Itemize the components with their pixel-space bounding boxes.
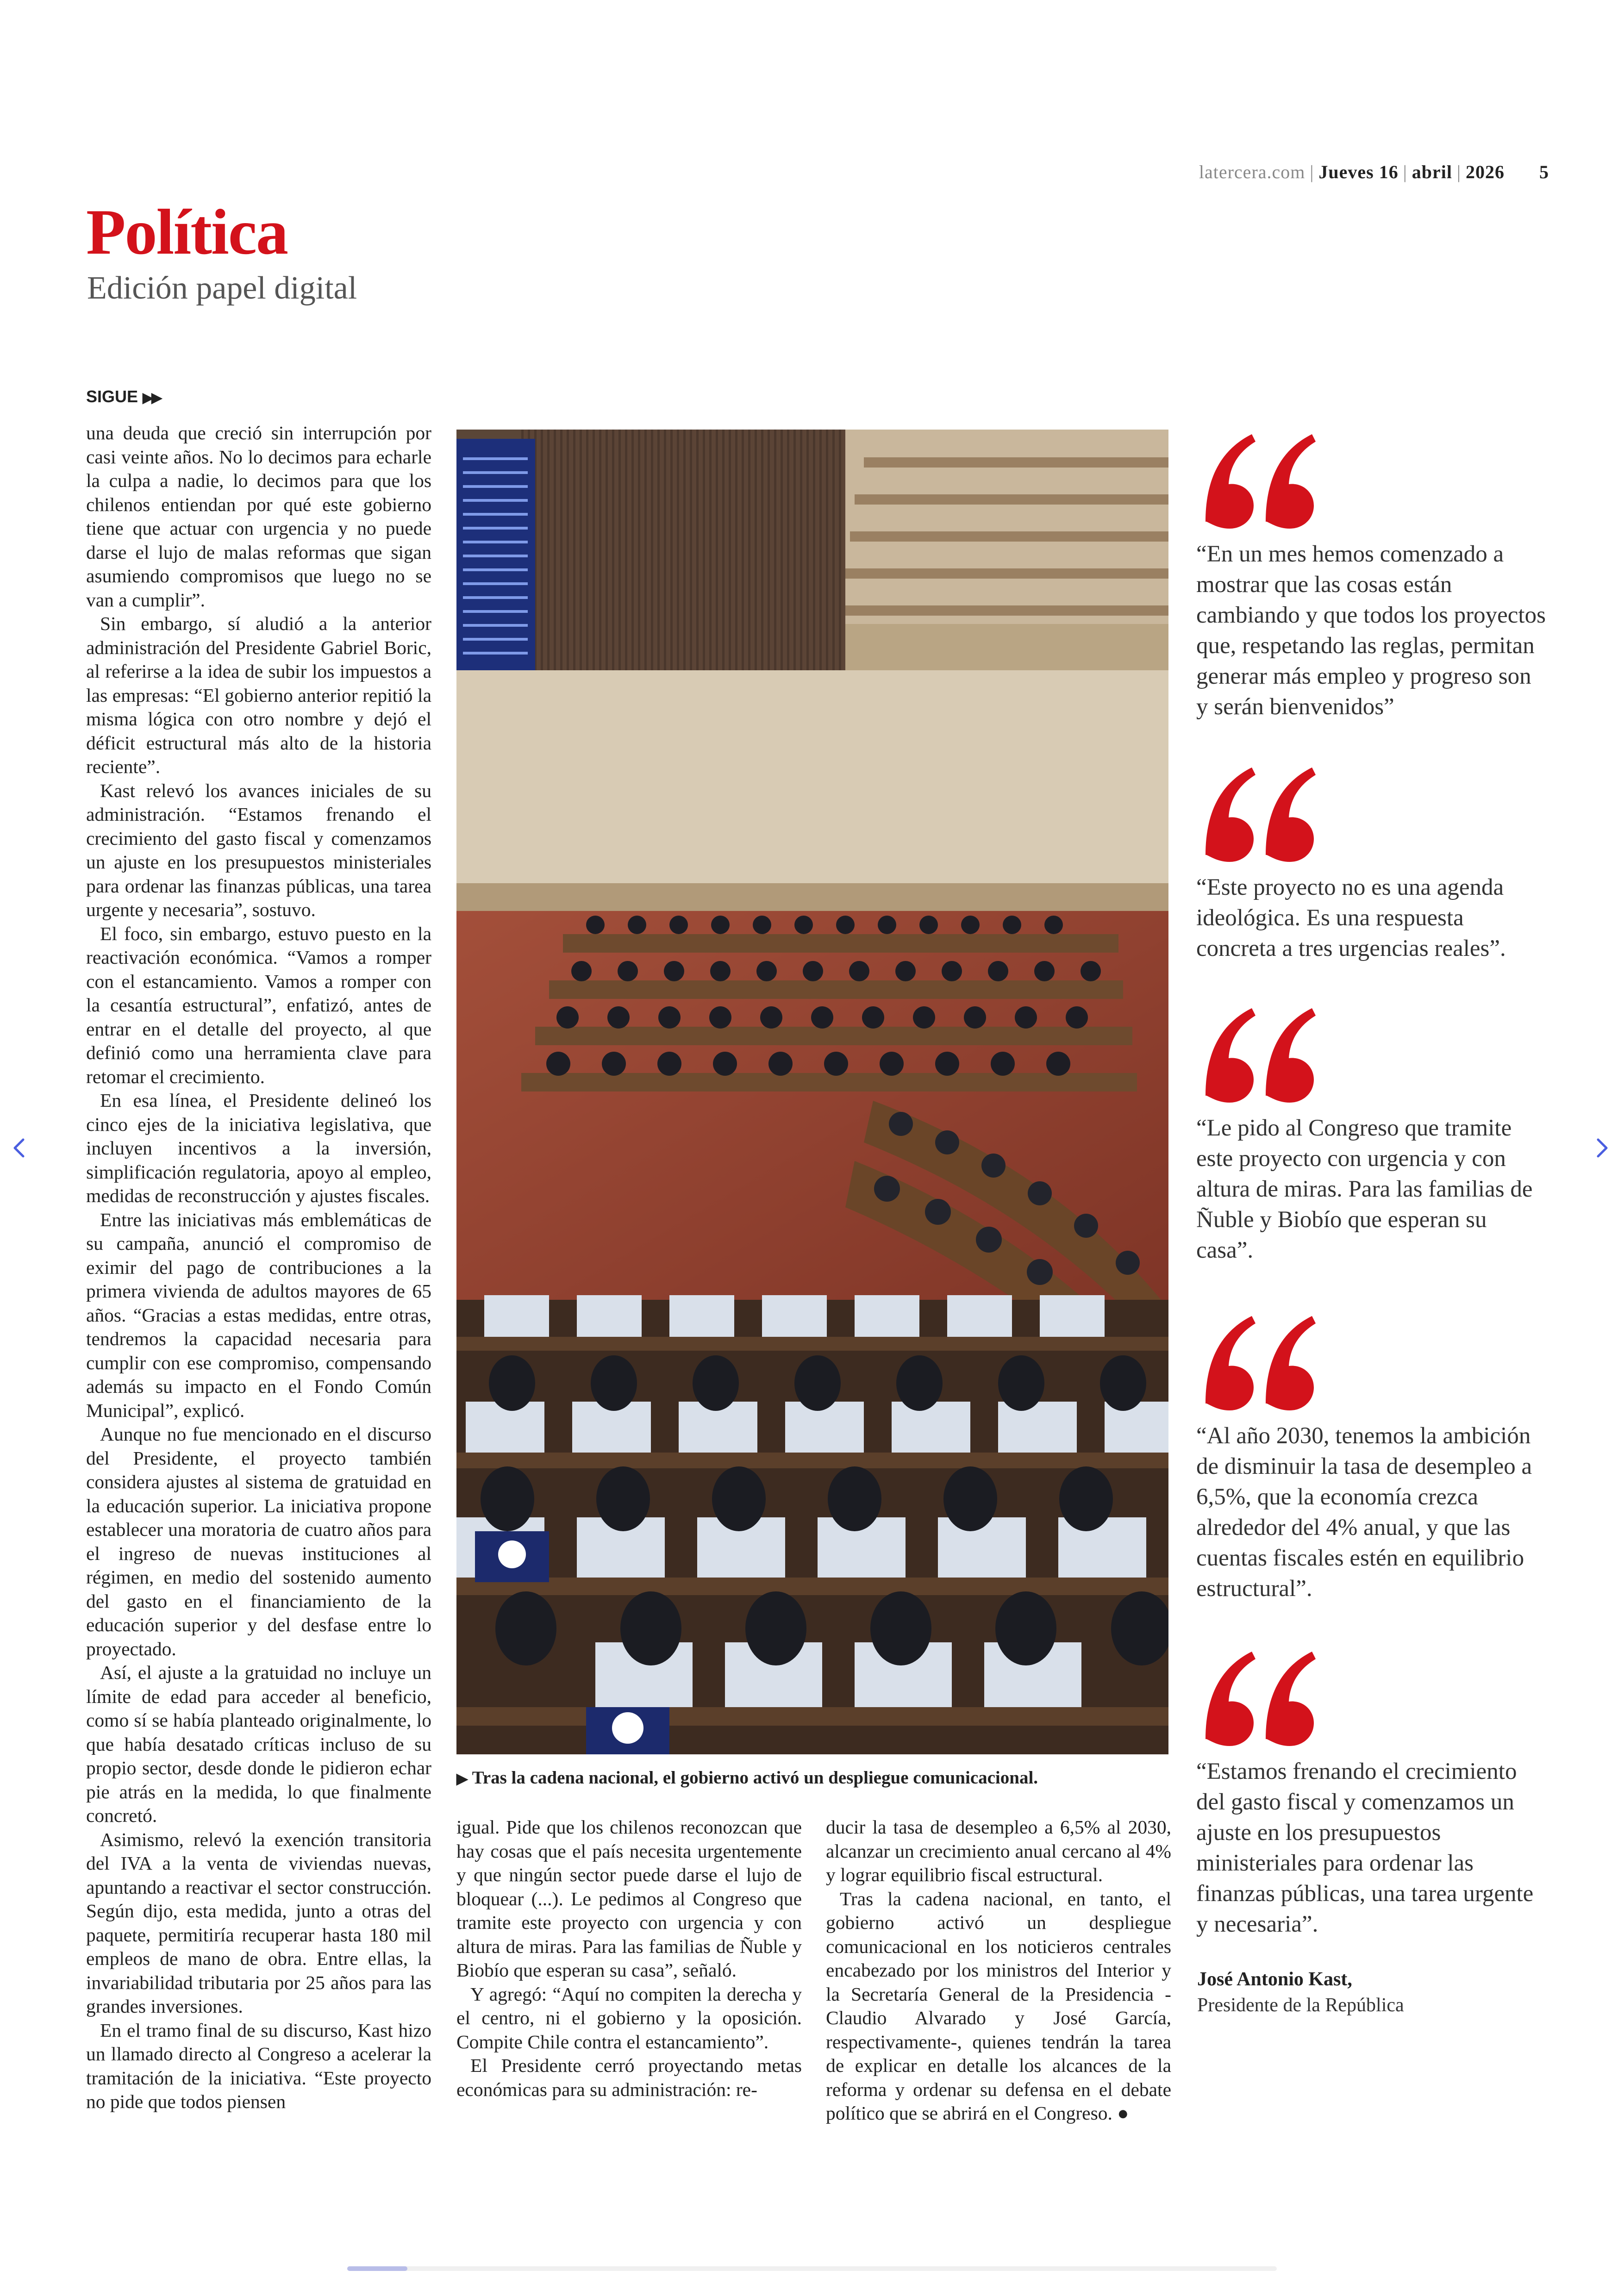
quote-mark-icon	[1196, 1311, 1326, 1418]
continued-label: SIGUE	[86, 387, 138, 406]
quote-mark-icon	[1196, 430, 1326, 536]
page-number: 5	[1539, 162, 1549, 182]
quote-text: “En un mes hemos comenzado a mostrar que las cosas están cambiando y que todos los proyectos que, respetando las reglas, permitan generar más empleo y progreso son y serán bienvenidos”	[1196, 541, 1546, 720]
article-paragraph: En esa línea, el Presidente delineó los cinco ejes de la iniciativa legislativa, que incluyen incentivos a la inversión, simplificación regulatoria, apoyo al empleo, medidas de reconstrucción y ajustes fiscales.	[86, 1090, 431, 1206]
next-page-icon[interactable]	[1588, 1134, 1616, 1162]
author-role: Presidente de la República	[1197, 1995, 1404, 2016]
quote-text: “Le pido al Congreso que tramite este proyecto con urgencia y con altura de miras. Para las familias de Ñuble y Biobío que esperan su casa”.	[1196, 1115, 1533, 1263]
article-column-left	[86, 421, 431, 2114]
quote-mark-icon	[1196, 1647, 1326, 1753]
pull-quote	[1196, 430, 1548, 722]
quote-mark-icon	[1196, 1004, 1326, 1110]
article-paragraph: Entre las iniciativas más emblemáticas de su campaña, anunció el compromiso de eximir del pago de contribuciones a la primera vivienda de adultos mayores de 65 años. “Gracias a estas medidas, entre otras, tendremos la capacidad necesaria para cumplir con ese compromiso, compensando además su impacto en el Fondo Común Municipal”, explicó.	[86, 1209, 431, 1421]
page-scrollbar[interactable]	[347, 2266, 1277, 2271]
pull-quote	[1196, 1647, 1548, 1940]
section-title: Política	[86, 196, 287, 268]
issue-year: 2026	[1466, 162, 1505, 182]
article-paragraph: igual. Pide que los chilenos reconozcan que hay cosas que el país necesita urgentemente y que ningún sector puede darse el lujo de bloquear (...). Le pedimos al Congreso que tramite este proyecto con urgencia y con altura de miras. Para las familias de Ñuble y Biobío que esperan su casa”, señaló.	[456, 1816, 802, 1981]
quote-text: “Estamos frenando el crecimiento del gasto fiscal y comenzamos un ajuste en los presupuestos ministeriales para ordenar las finanzas públicas, una tarea urgente y necesaria”.	[1196, 1759, 1534, 1937]
article-paragraph	[826, 1887, 1171, 2126]
article-paragraph: En el tramo final de su discurso, Kast hizo un llamado directo al Congreso a acelerar la tramitación de la iniciativa. “Este proyecto no pide que todos piensen	[86, 2019, 431, 2112]
article-column-middle	[456, 1815, 802, 2102]
article-paragraph: Y agregó: “Aquí no compiten la derecha y el centro, ni el gobierno y la oposición. Compite Chile contra el estancamiento”.	[456, 1983, 802, 2052]
issue-date: Jueves 16	[1318, 162, 1399, 182]
congress-photo	[456, 430, 1168, 1754]
article-paragraph: una deuda que creció sin interrupción por casi veinte años. No lo decimos para echarle la culpa a nadie, lo decimos para que los chilenos entiendan por qué este gobierno tiene que actuar con urgencia y no puede darse el lujo de malas reformas que sigan asumiendo compromisos que luego no se van a cumplir”.	[86, 422, 431, 611]
pull-quote	[1196, 1004, 1548, 1266]
section-subtitle: Edición papel digital	[87, 270, 357, 306]
pull-quote	[1196, 763, 1548, 964]
previous-page-icon[interactable]	[6, 1134, 33, 1162]
article-paragraph: Así, el ajuste a la gratuidad no incluye un límite de edad para acceder al beneficio, como sí se había planteado originalmente, lo que había desatado críticas incluso de su propio sector, desde donde le pidieron echar pie atrás en la medida, lo que finalmente concretó.	[86, 1662, 431, 1826]
article-paragraph: El foco, sin embargo, estuvo puesto en la reactivación económica. “Vamos a romper con el estancamiento. Vamos a romper con la cesantía estructural”, enfatizó, antes de entrar en el detalle del proyecto, al que definió como una herramienta clave para retomar el crecimiento.	[86, 923, 431, 1087]
end-mark-icon: ●	[1117, 2102, 1129, 2124]
pull-quote	[1196, 1311, 1548, 1604]
article-paragraph: Kast relevó los avances iniciales de su administración. “Estamos frenando el crecimiento del gasto fiscal y comenzamos un ajuste en los presupuestos ministeriales para ordenar las finanzas públicas, una tarea urgente y necesaria”, sostuvo.	[86, 780, 431, 920]
photo-caption	[456, 1767, 1169, 1788]
article-paragraph: El Presidente cerró proyectando metas económicas para su administración: re-	[456, 2055, 802, 2100]
article-paragraph: Asimismo, relevó la exención transitoria del IVA a la venta de viviendas nuevas, apuntando a reactivar el sector construcción. Según dijo, esta medida, junto a otras del paquete, permitiría recuperar hasta 180 mil empleos de mano de obra. Entre ellas, la invariabilidad tributaria por 25 años para las grandes inversiones.	[86, 1828, 431, 2017]
site-name: latercera.com	[1199, 162, 1305, 182]
scrollbar-thumb[interactable]	[347, 2266, 407, 2271]
quote-text: “Este proyecto no es una agenda ideológica. Es una respuesta concreta a tres urgencias reales”.	[1196, 874, 1506, 961]
header-meta: latercera.com | Jueves 16 | abril | 2026 5	[1199, 162, 1549, 182]
article-paragraph: Sin embargo, sí aludió a la anterior administración del Presidente Gabriel Boric, al referirse a la idea de subir los impuestos a las empresas: “El gobierno anterior repitió la misma lógica con otro nombre y dejó el déficit estructural más alto de la historia reciente”.	[86, 613, 431, 777]
quote-text: “Al año 2030, tenemos la ambición de disminuir la tasa de desempleo a 6,5%, que la economía crezca alrededor del 4% anual, y que las cuentas fiscales estén en equilibrio estructural”.	[1196, 1423, 1532, 1602]
article-column-right	[826, 1815, 1171, 2126]
quote-attribution	[1197, 1966, 1549, 2018]
author-name: José Antonio Kast,	[1197, 1969, 1352, 1990]
quote-mark-icon	[1196, 763, 1326, 869]
continued-marker	[86, 387, 160, 406]
issue-month: abril	[1412, 162, 1452, 182]
article-paragraph: Aunque no fue mencionado en el discurso del Presidente, el proyecto también considera ajustes al sistema de gratuidad en la educación superior. La iniciativa propone establecer una moratoria de cuatro años para el ingreso de nuevas instituciones al régimen, en medio del sostenido aumento del gasto en el financiamiento de la educación superior y del desfase entre lo proyectado.	[86, 1423, 431, 1659]
caption-marker-icon: ▶	[456, 1770, 468, 1787]
caption-text: Tras la cadena nacional, el gobierno activó un despliegue comunicacional.	[472, 1768, 1038, 1788]
article-paragraph-text: Tras la cadena nacional, en tanto, el gobierno activó un despliegue comunicacional en los noticieros centrales encabezado por los ministros del Interior y la Secretaría General de la Presidencia -Claudio Alvarado y José García, respectivamente-, quienes tendrán la tarea de explicar en detalle los alcances de la reforma y ordenar su defensa en el debate político que se abrirá en el Congreso.	[826, 1888, 1171, 2124]
article-paragraph: ducir la tasa de desempleo a 6,5% al 2030, alcanzar un crecimiento anual cercano al 4% y lograr equilibrio fiscal estructural.	[826, 1816, 1171, 1885]
continued-arrows-icon: ▶▶	[143, 390, 161, 405]
